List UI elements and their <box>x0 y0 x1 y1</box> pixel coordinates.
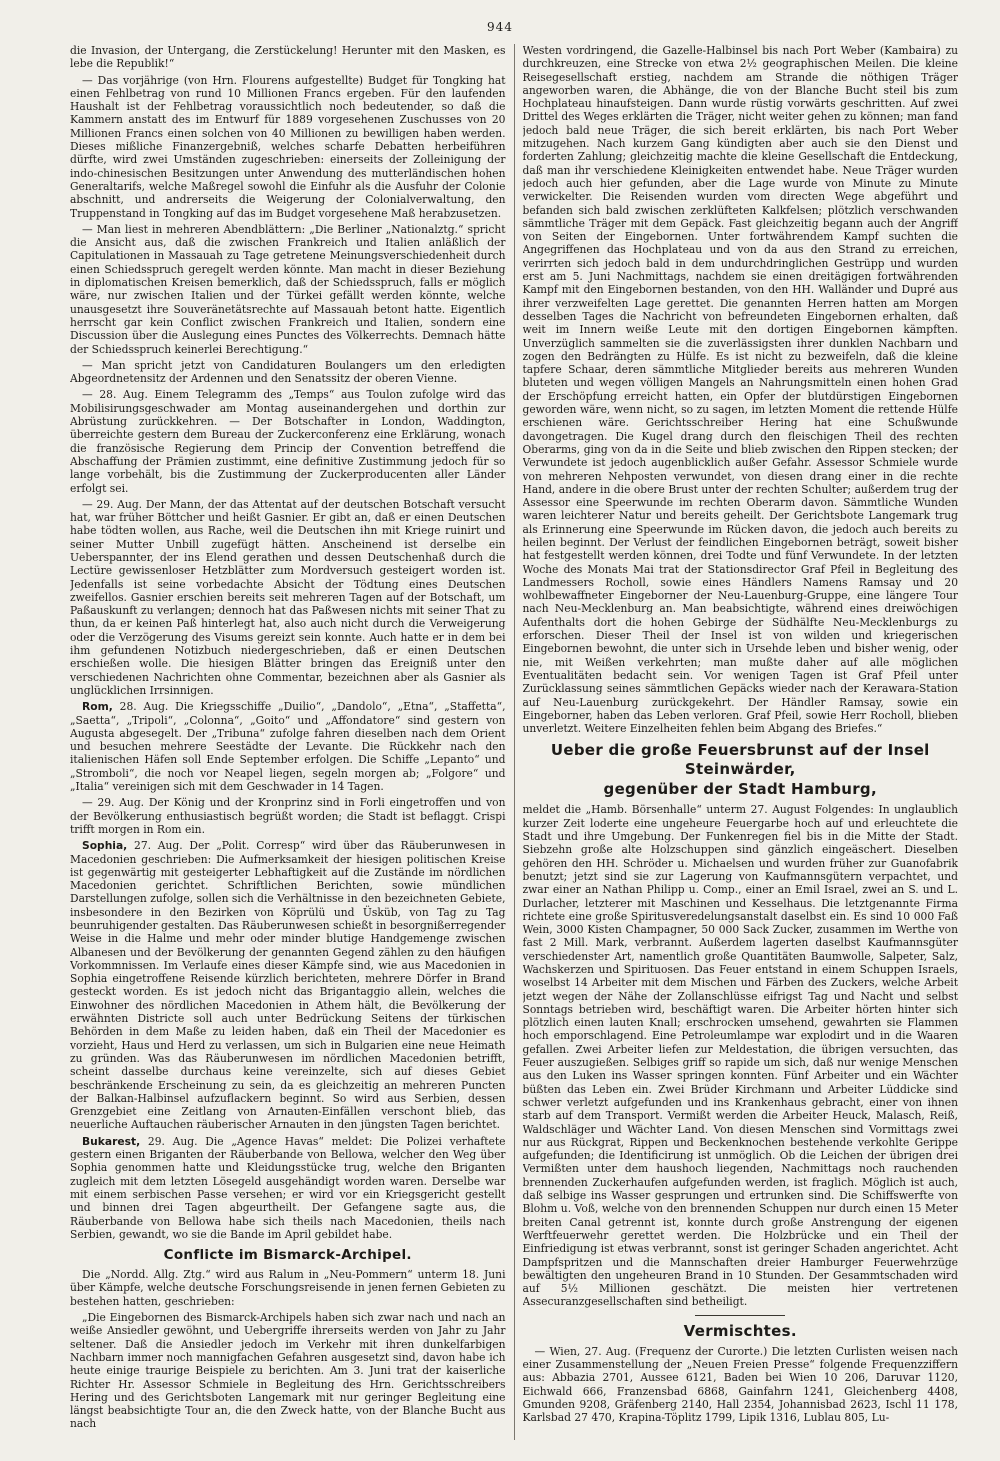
paragraph-text: 28. Aug. Die Kriegsschiffe „Duilio“, „Dandolo“, „Etna“, „Staffetta“, „Saetta“, „Tripoli“, „Colonna“, „Goito“ und „Affondatore“ sind gestern von Augusta abgesegelt. Der „Tribuna“ zufolge fahren dieselben nach dem Orient und besuchen mehrere Seestädte der Levante. Die Rückkehr nach den italienischen Häfen soll Ende September erfolgen. Die Schiffe „Lepanto“ und „Stromboli“, die noch vor Neapel liegen, segeln morgen ab; „Folgore“ und „Italia“ vereinigen sich mit dem Geschwader in 14 Tagen. <box>70 700 506 794</box>
paragraph-text: — 29. Aug. Der König und der Kronprinz sind in Forli eingetroffen und von der Bevölkerung enthusiastisch begrüßt worden; die Stadt ist beflaggt. Crispi trifft morgen in Rom ein. <box>70 796 506 836</box>
dateline-place: Sophia, <box>82 839 128 853</box>
paragraph-text: 29. Aug. Die „Agence Havas“ meldet: Die Polizei verhaftete gestern einen Briganten der Räuberbande von Bellowa, welcher den Weg über Sophia genommen hatte und Kleidungsstücke trug, welche den Briganten zugleich mit dem letzten Lösegeld ausgehändigt worden waren. Derselbe war mit einem serbischen Passe versehen; er wird vor ein Kriegsgericht gestellt und binnen drei Tagen abgeurtheilt. Der Gefangene sagte aus, die Räuberbande von Bellowa habe sich theils nach Macedonien, theils nach Serbien, gewandt, wo sie die Bande im April gebildet habe. <box>70 1134 506 1241</box>
page-number: 944 <box>487 20 513 34</box>
fire-heading-line2: gegenüber der Stadt Hamburg, <box>603 780 877 799</box>
dateline-place: Rom, <box>82 700 113 714</box>
paragraph <box>70 700 506 793</box>
paragraph-text: Westen vordringend, die Gazelle-Halbinsel bis nach Port Weber (Kambaira) zu durchkreuzen, eine Strecke von etwa 2½ geographischen Meilen. Die kleine Reisegesellschaft erstieg, nachdem am Strande die nöthigen Träger angeworben waren, die Abhänge, die von der Blanche Bucht steil bis zum Hochplateau hinaufsteigen. Dann wurde rüstig vorwärts geschritten. Auf zwei Drittel des Weges erklärten die Träger, nicht weiter gehen zu können; man fand jedoch bald neue Träger, die sich bereit erklärten, bis nach Port Weber mitzugehen. Nach kurzem Gang kündigten aber auch sie den Dienst und forderten Zahlung; gleichzeitig machte die kleine Gesellschaft die Entdeckung, daß man ihr verschiedene Kleinigkeiten entwendet habe. Neue Träger wurden jedoch auch hier gefunden, aber die Lage wurde von Minute zu Minute verwickelter. Die Reisenden wurden vom directen Wege abgeführt und befanden sich bald zwischen zerklüfteten Kalkfelsen; plötzlich verschwanden sämmtliche Träger mit dem Gepäck. Fast gleichzeitig begann auch der Angriff von Seiten der Eingebornen. Unter fortwährendem Kampf suchten die Angegriffenen das Hochplateau und von da aus den Strand zu erreichen, verirrten sich jedoch bald in dem undurchdringlichen Gestrüpp und wurden erst am 5. Juni Nachmittags, nachdem sie einen dreitägigen fortwährenden Kampf mit den Eingebornen bestanden, von den HH. Walländer und Dupré aus ihrer verzweifelten Lage gerettet. Die genannten Herren hatten am Morgen desselben Tages die Nachricht von befreundeten Eingebornen erhalten, daß weit im Innern weiße Leute mit den dortigen Eingebornen kämpften. Unverzüglich sammelten sie die zuverlässigsten ihrer dunklen Nachbarn und zogen den Bedrängten zu Hülfe. Es ist nicht zu bezweifeln, daß die kleine tapfere Schaar, deren sämmtliche Mitglieder bereits aus mehreren Wunden bluteten und wegen völligen Mangels an Nahrungsmitteln einen hohen Grad der Erschöpfung erreicht hatten, ein Opfer der blutdürstigen Eingebornen geworden wäre, wenn nicht, so zu sagen, im letzten Moment die rettende Hülfe erschienen wäre. Gerichtsschreiber Hering hat eine Schußwunde davongetragen. Die Kugel drang durch den fleischigen Theil des rechten Oberarms, ging von da in die Seite und blieb zwischen den Rippen stecken; der Verwundete ist jedoch augenblicklich außer Gefahr. Assessor Schmiele wurde von mehreren Nehposten verwundet, von diesen drang einer in die rechte Hand, andere in die obere Brust unter der rechten Schulter; außerdem trug der Assessor eine Speerwunde im rechten Oberarm davon. Sämmtliche Wunden waren leichterer Natur und bereits geheilt. Der Gerichtsbote Langemark trug als Erinnerung eine Speerwunde im Rücken davon, die jedoch auch bereits zu heilen beginnt. Der Verlust der feindlichen Eingebornen beträgt, soweit bisher hat festgestellt werden können, drei Todte und fünf Verwundete. In der letzten Woche des Monats Mai trat der Stationsdirector Graf Pfeil in Begleitung des Landmessers Rocholl, sowie eines Händlers Namens Ramsay und 20 wohlbewaffneter Eingeborner der Neu-Lauenburg-Gruppe, eine längere Tour nach Neu-Mecklenburg an. Man beabsichtigte, während eines dreiwöchigen Aufenthalts dort die hohen Gebirge der Südhälfte Neu-Mecklenburgs zu erforschen. Dieser Theil der Insel ist von wilden und kriegerischen Eingebornen bewohnt, die unter sich in Ursehde leben und bisher wenig, oder nie, mit Weißen verkehrten; man mußte daher auf alle möglichen Eventualitäten bedacht sein. Vor wenigen Tagen ist Graf Pfeil unter Zurücklassung seines sämmtlichen Gepäcks wieder nach der Kerawara-Station auf Neu-Lauenburg zurückgekehrt. Der Händler Ramsay, sowie ein Eingeborner, haben das Leben verloren. Graf Pfeil, sowie Herr Rocholl, blieben unverletzt. Weitere Einzelheiten fehlen beim Abgang des Briefes.“ <box>522 44 958 736</box>
paragraph <box>70 796 506 836</box>
paragraph <box>70 498 506 697</box>
paragraph <box>70 74 506 220</box>
paragraph-text: — 29. Aug. Der Mann, der das Attentat auf der deutschen Botschaft versucht hat, war früher Böttcher und heißt Gasnier. Er gibt an, daß er einen Deutschen habe tödten wollen, aus Rache, weil die Deutschen ihn mit Kriege ruinirt und seiner Mutter Unbill zugefügt hätten. Anscheinend ist derselbe ein Ueberspannter, der ins Elend gerathen und dessen Deutschenhaß durch die Lectüre gewissenloser Hetzblätter zum Mordversuch gesteigert worden ist. Jedenfalls ist seine vorbedachte Absicht der Tödtung eines Deutschen zweifellos. Gasnier erschien bereits seit mehreren Tagen auf der Botschaft, um Paßauskunft zu verlangen; dennoch hat das Paßwesen nichts mit seiner That zu thun, da er keinen Paß hinterlegt hat, also auch nicht durch die Verweigerung oder die Verzögerung des Visums gereizt sein konnte. Auch hatte er in dem bei ihm gefundenen Notizbuch niedergeschrieben, daß er einen Deutschen erschießen wolle. Die hiesigen Blätter bringen das Ereigniß unter den verschiedenen Nachrichten ohne Commentar, bezeichnen aber als Gasnier als unglücklichen Irrsinnigen. <box>70 497 506 697</box>
paragraph <box>70 1135 506 1241</box>
paragraph-text: — Wien, 27. Aug. (Frequenz der Curorte.) Die letzten Curlisten weisen nach einer Zusammenstellung der „Neuen Freien Presse“ folgende Frequenzziffern aus: Abbazia 2701, Aussee 6121, Baden bei Wien 10 206, Daruvar 1120, Eichwald 666, Franzensbad 6868, Gainfahrn 1241, Gleichenberg 4408, Gmunden 9208, Gräfenberg 2140, Hall 2354, Johannisbad 2623, Ischl 11 178, Karlsbad 27 470, Krapina-Töplitz 1799, Lipik 1316, Lublau 805, Lu- <box>522 1344 958 1425</box>
fire-heading-line1: Ueber die große Feuersbrunst auf der Insel Steinwärder, <box>550 741 930 779</box>
fire-article <box>523 803 959 1308</box>
paragraph <box>70 1311 506 1431</box>
column-rule <box>514 44 515 1440</box>
paragraph-text: die Invasion, der Untergang, die Zerstückelung! Herunter mit den Masken, es lebe die Republik!“ <box>70 44 506 71</box>
paragraph-text: — Das vorjährige (von Hrn. Flourens aufgestellte) Budget für Tongking hat einen Fehlbetrag von rund 10 Millionen Francs ergeben. Für den laufenden Haushalt ist der Fehlbetrag voraussichtlich noch bedeutender, so daß die Kammern anstatt des im Entwurf für 1889 vorgesehenen Zuschusses von 20 Millionen Francs einen solchen von 40 Millionen zu bewilligen haben werden. Dieses mißliche Finanzergebniß, welches scharfe Debatten herbeiführen dürfte, wird zwei Umständen zugeschrieben: einerseits der Zolleinigung der indo-chinesischen Besitzungen unter Anwendung des mutterländischen hohen Generaltarifs, welche Maßregel sowohl die Einfuhr als die Ausfuhr der Colonie abschnitt, und andrerseits die Weigerung der Colonialverwaltung, den Truppenstand in Tongking auf das im Budget vorgesehene Maß herabzusetzen. <box>70 73 506 220</box>
paragraph <box>70 1268 506 1308</box>
paragraph <box>523 1345 959 1425</box>
misc-article <box>523 1345 959 1425</box>
paragraph-text: — Man liest in mehreren Abendblättern: „Die Berliner „Nationalztg.“ spricht die Ansicht aus, daß die zwischen Frankreich und Italien anläßlich der Capitulationen in Massauah zu Tage getretene Meinungsverschiedenheit durch einen Schiedsspruch geregelt werden könnte. Man macht in dieser Beziehung in diplomatischen Kreisen bemerklich, daß der Schiedsspruch, falls er möglich wäre, nur zwischen Italien und der Türkei gefällt werden könnte, welche unausgesetzt ihre Souveränetätsrechte auf Massauah betont hatte. Eigentlich herrscht gar kein Conflict zwischen Frankreich und Italien, sondern eine Discussion über die Auslegung eines Punctes des Völkerrechts. Demnach hätte der Schiedsspruch keinerlei Berechtigung.“ <box>70 222 506 356</box>
dateline-place: Bukarest, <box>82 1134 141 1148</box>
paragraph-text: Die „Nordd. Allg. Ztg.“ wird aus Ralum in „Neu-Pommern“ unterm 18. Juni über Kämpfe, welche deutsche Forschungsreisende in jenen fernen Gebieten zu bestehen hatten, geschrieben: <box>70 1268 506 1308</box>
paragraph <box>523 44 959 735</box>
left-column <box>70 44 506 1440</box>
left-column-body <box>70 44 506 1241</box>
misc-heading: Vermischtes. <box>683 1321 797 1340</box>
paragraph <box>70 839 506 1132</box>
section-divider <box>695 1315 785 1316</box>
paragraph <box>70 44 506 71</box>
paragraph-text: meldet die „Hamb. Börsenhalle“ unterm 27. August Folgendes: In unglaublich kurzer Zeit loderte eine ungeheure Feuergarbe hoch auf und erleuchtete die Stadt und ihre Umgebung. Der Funkenregen fiel bis in die Mitte der Stadt. Siebzehn große alte Holzschuppen sind gänzlich eingeäschert. Dieselben gehören den HH. Schröder u. Michaelsen und wurden früher zur Guanofabrik benutzt; jetzt sind sie zur Lagerung von Kaufmannsgütern verpachtet, und zwar einer an Nathan Philipp u. Comp., einer an Emil Israel, zwei an S. und L. Durlacher, letzterer mit Maschinen und Kesselhaus. Die letztgenannte Firma richtete eine große Spiritusveredelungsanstalt daselbst ein. Es sind 10 000 Faß Wein, 3000 Kisten Champagner, 50 000 Sack Zucker, zusammen im Werthe von fast 2 Mill. Mark, verbrannt. Außerdem lagerten daselbst Kaufmannsgüter verschiedenster Art, namentlich große Quantitäten Baumwolle, Salpeter, Salz, Wachskerzen und Spirituosen. Das Feuer entstand in einem Schuppen Israels, woselbst 14 Arbeiter mit dem Mischen und Färben des Zuckers, welche Arbeit jetzt wegen der Nähe der Zollanschlüsse eifrigst Tag und Nacht und selbst Sonntags betrieben wird, beschäftigt waren. Die Arbeiter hörten hinter sich plötzlich einen lauten Knall; erschrocken umsehend, gewahrten sie Flammen hoch emporschlagend. Eine Petroleumlampe war explodirt und in die Waaren gefallen. Zwei Arbeiter liefen zur Meldestation, die übrigen versuchten, das Feuer auszugießen. Selbiges griff so rapide um sich, daß nur wenige Menschen aus den Luken ins Wasser springen konnten. Fünf Arbeiter und ein Wächter büßten das Leben ein. Zwei Brüder Kirchmann und Arbeiter Lüddicke sind schwer verletzt aufgefunden und ins Krankenhaus gebracht, einer von ihnen starb auf dem Transport. Vermißt werden die Arbeiter Heuck, Malasch, Reiß, Waldschläger und Wächter Land. Von diesen Menschen sind Vormittags zwei nur aus Rückgrat, Rippen und Beckenknochen bestehende verkohlte Gerippe aufgefunden; die Identificirung ist unmöglich. Ob die Leichen der übrigen drei Vermißten unter dem haushoch liegenden, Nachmittags noch rauchenden brennenden Zuckerhaufen aufgefunden werden, ist fraglich. Möglich ist auch, daß selbige ins Wasser gesprungen und ertrunken sind. Die Schiffswerfte von Blohm u. Voß, welche von den brennenden Schuppen nur durch einen 15 Meter breiten Canal getrennt ist, konnte durch große Anstrengung der eigenen Werftfeuerwehr gerettet werden. Die Holzbrücke und ein Theil der Einfriedigung ist etwas verbrannt, sonst ist geringer Schaden angerichtet. Acht Dampfspritzen und die Mannschaften dreier Hamburger Feuerwehrzüge bewältigten den ungeheuren Brand in 10 Stunden. Der Gesammtschaden wird auf 5½ Millionen geschätzt. Die meisten hier vertretenen Assecuranzgesellschaften sind betheiligt. <box>522 803 958 1309</box>
paragraph <box>70 223 506 356</box>
right-column-body <box>523 44 959 735</box>
bismarck-heading: Conflicte im Bismarck-Archipel. <box>163 1247 412 1264</box>
paragraph <box>70 359 506 386</box>
paragraph-text: „Die Eingebornen des Bismarck-Archipels haben sich zwar nach und nach an weiße Ansiedler gewöhnt, und Uebergriffe ihrerseits werden von Jahr zu Jahr seltener. Daß die Ansiedler jedoch im Verkehr mit ihren dunkelfarbigen Nachbarn immer noch mannigfachen Gefahren ausgesetzt sind, davon habe ich heute einige traurige Beispiele zu berichten. Am 3. Juni trat der kaiserliche Richter Hr. Assessor Schmiele in Begleitung des Hrn. Gerichtsschreibers Hering und des Gerichtsboten Langemark mit nur geringer Begleitung eine längst beabsichtigte Tour an, die den Zweck hatte, von der Blanche Bucht aus nach <box>70 1311 506 1431</box>
paragraph-text: — Man spricht jetzt von Candidaturen Boulangers um den erledigten Abgeordnetensitz der Ardennen und den Senatssitz der oberen Vienne. <box>70 358 506 386</box>
paragraph-text: — 28. Aug. Einem Telegramm des „Temps“ aus Toulon zufolge wird das Mobilisirungsgeschwader am Montag auseinandergehen und dorthin zur Abrüstung zurückkehren. — Der Botschafter in London, Waddington, überreichte gestern dem Bureau der Zuckerconferenz eine Erklärung, wonach die französische Regierung dem Princip der Convention betreffend die Abschaffung der Prämien zustimmt, eine definitive Zustimmung jedoch für so lange vorbehält, bis die Zustimmung der Zuckerproducenten aller Länder erfolgt sei. <box>70 388 506 495</box>
paragraph <box>523 803 959 1308</box>
paragraph-text: 27. Aug. Der „Polit. Corresp“ wird über das Räuberunwesen in Macedonien geschrieben: Die Aufmerksamkeit der hiesigen politischen Kreise ist gegenwärtig mit gesteigerter Lebhaftigkeit auf die Zustände im nördlichen Macedonien gerichtet. Schriftlichen Berichten, sowie mündlichen Darstellungen zufolge, sollen sich die Verhältnisse in den bezeichneten Gebiete, insbesondere in den Bezirken von Köprülü und Üsküb, von Tag zu Tag beunruhigender gestalten. Das Räuberunwesen schießt in besorgnißerregender Weise in die Halme und mehr oder minder blutige Handgemenge zwischen Albanesen und der Bevölkerung der genannten Gegend zählen zu den häufigen Vorkommnissen. Im Verlaufe eines dieser Kämpfe sind, wie aus Macedonien in Sophia eingetroffene Reisende kürzlich berichteten, mehrere Dörfer in Brand gesteckt worden. Es ist jedoch nicht das Brigantaggio allein, welches die Einwohner des nördlichen Macedonien in Athem hält, die Bevölkerung der erwähnten Districte soll auch unter Bedrückung Seitens der türkischen Behörden in dem Maße zu leiden haben, daß ein Theil der Macedonier es vorzieht, Haus und Herd zu verlassen, um sich in Bulgarien eine neue Heimath zu gründen. Was das Räuberunwesen im nördlichen Macedonien betrifft, scheint dasselbe durchaus keine vereinzelte, sich auf dieses Gebiet beschränkende Erscheinung zu sein, da es gleichzeitig an mehreren Puncten der Balkan-Halbinsel aufzuflackern beginnt. So wird aus Serbien, dessen Grenzgebiet eine Zeitlang von Arnauten-Einfällen verschont blieb, das neuerliche Auftauchen räuberischer Arnauten in den jüngsten Tagen berichtet. <box>70 839 506 1132</box>
bismarck-article <box>70 1268 506 1431</box>
right-column <box>523 44 959 1440</box>
paragraph <box>70 388 506 494</box>
columns <box>70 44 958 1440</box>
